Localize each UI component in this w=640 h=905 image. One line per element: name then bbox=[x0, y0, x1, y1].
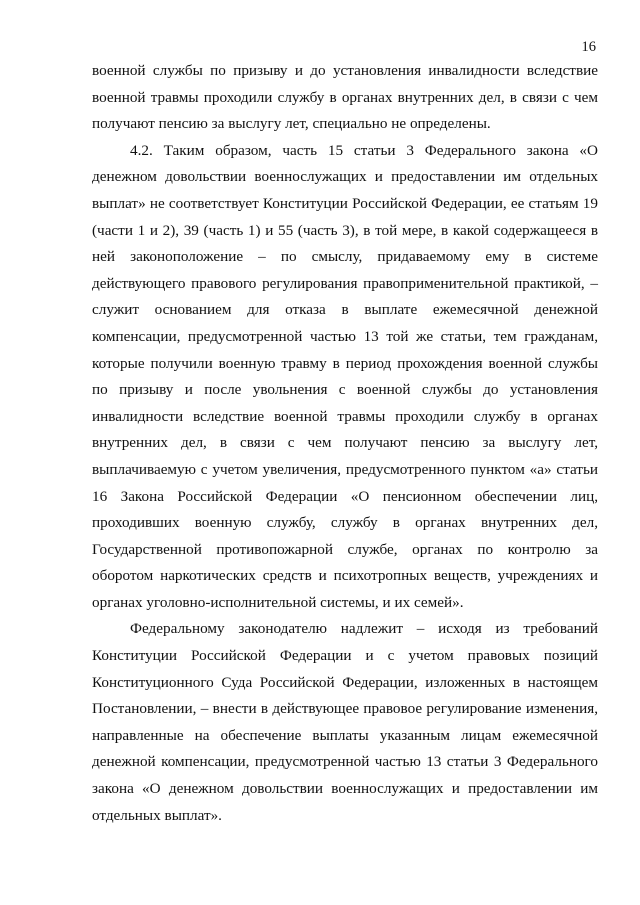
text-line: ней законоположение – по смыслу, придаваемому ему в системе bbox=[92, 248, 598, 266]
text-line: Федеральному законодателю надлежит – исходя из требований bbox=[130, 620, 598, 638]
paragraph-3 bbox=[92, 616, 598, 829]
text-line: закона «О денежном довольствии военнослужащих и предоставлении им bbox=[92, 780, 598, 798]
text-line: Постановлении, – внести в действующее правовое регулирование изменения, bbox=[92, 700, 598, 718]
text-line: военной службы по призыву и до установления инвалидности вследствие bbox=[92, 62, 598, 79]
text-line: компенсации, предусмотренной частью 13 той же статьи, тем гражданам, bbox=[92, 327, 598, 345]
text-line: военной травмы проходили службу в органах внутренних дел, в связи с чем bbox=[92, 88, 598, 106]
page-number: 16 bbox=[581, 39, 596, 55]
text-line: по призыву и после увольнения с военной службы до установления bbox=[92, 381, 598, 399]
text-line: направленные на обеспечение выплаты указанным лицам ежемесячной bbox=[92, 726, 598, 744]
paragraph-1 bbox=[92, 58, 598, 138]
text-line: (части 1 и 2), 39 (часть 1) и 55 (часть 3), в той мере, в какой содержащееся в bbox=[92, 221, 598, 239]
text-line: Конституционного Суда Российской Федерации, изложенных в настоящем bbox=[92, 673, 598, 691]
text-line: выплачиваемую с учетом увеличения, предусмотренного пунктом «а» статьи bbox=[92, 460, 598, 478]
text-line: денежной компенсации, предусмотренной частью 13 статьи 3 Федерального bbox=[92, 753, 598, 771]
text-line: отдельных выплат». bbox=[92, 806, 222, 824]
text-line: проходивших военную службу, службу в органах внутренних дел, bbox=[92, 514, 598, 532]
text-line: выплат» не соответствует Конституции Российской Федерации, ее статьям 19 bbox=[92, 194, 598, 212]
paragraph-2 bbox=[92, 138, 598, 617]
text-line: денежном довольствии военнослужащих и предоставлении им отдельных bbox=[92, 168, 598, 186]
text-line: Государственной противопожарной службе, органах по контролю за bbox=[92, 540, 598, 558]
text-line: оборотом наркотических средств и психотропных веществ, учреждениях и bbox=[92, 567, 598, 585]
text-line: внутренних дел, в связи с чем получают пенсию за выслугу лет, bbox=[92, 434, 598, 452]
text-line: служит основанием для отказа в выплате ежемесячной денежной bbox=[92, 301, 598, 319]
text-line: 4.2. Таким образом, часть 15 статьи 3 Федерального закона «О bbox=[130, 141, 598, 159]
document-body bbox=[92, 58, 598, 829]
text-line: инвалидности вследствие военной травмы проходили службу в органах bbox=[92, 407, 598, 425]
text-line: получают пенсию за выслугу лет, специально не определены. bbox=[92, 115, 491, 133]
text-line: органах уголовно-исполнительной системы, и их семей». bbox=[92, 593, 464, 611]
text-line: действующего правового регулирования правоприменительной практикой, – bbox=[92, 274, 598, 292]
text-line: Конституции Российской Федерации и с учетом правовых позиций bbox=[92, 647, 598, 665]
text-line: которые получили военную травму в период прохождения военной службы bbox=[92, 354, 598, 372]
text-line: 16 Закона Российской Федерации «О пенсионном обеспечении лиц, bbox=[92, 487, 598, 505]
